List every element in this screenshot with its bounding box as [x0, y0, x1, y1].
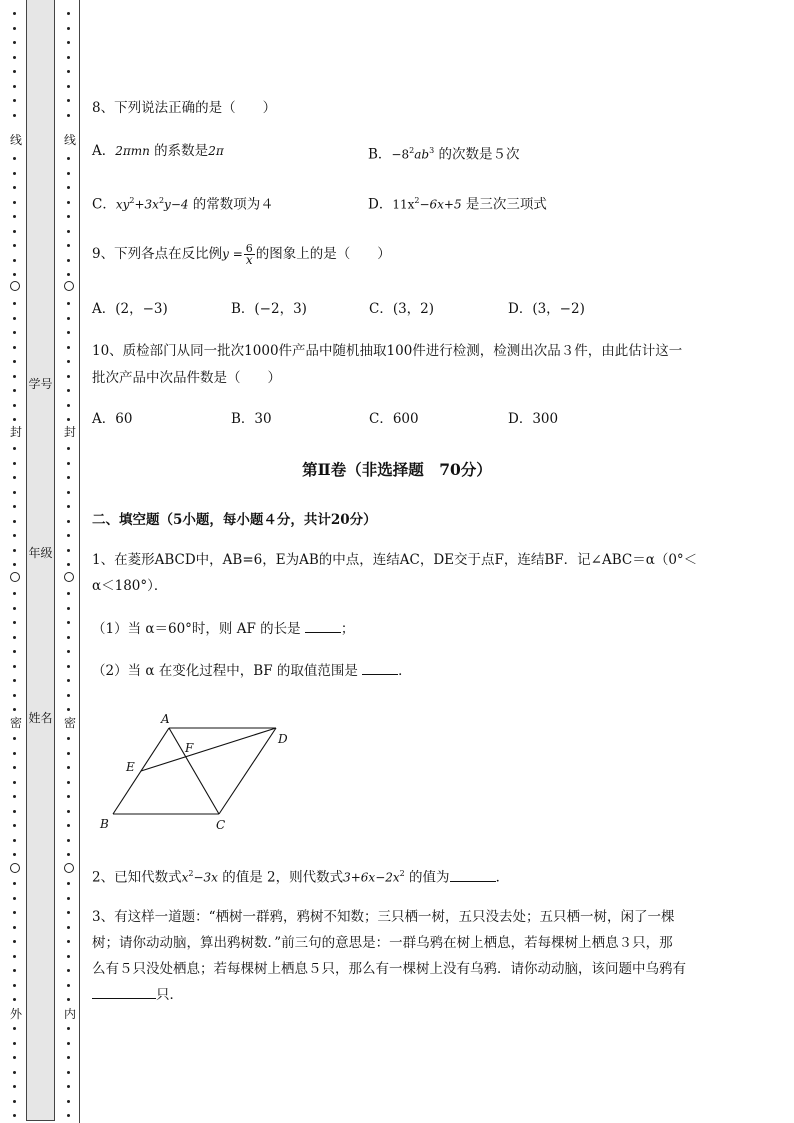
answer-blank-3[interactable] — [92, 984, 156, 999]
margin-dot — [13, 259, 16, 262]
fill-question-3-line-1: 3、有这样一道题：“栖树一群鸦，鸦树不知数；三只栖一树，五只没去处；五只栖一树，闲了一棵 — [92, 909, 675, 925]
margin-dot — [13, 85, 16, 88]
margin-dot — [13, 1042, 16, 1045]
margin-dot — [67, 607, 70, 610]
margin-dot — [67, 41, 70, 44]
margin-dot — [67, 375, 70, 378]
margin-dot — [67, 114, 70, 117]
margin-dot — [13, 549, 16, 552]
question-10-line-2: 批次产品中次品件数是（ ） — [92, 370, 281, 386]
question-9-option-c[interactable]: C．(3，2) — [369, 301, 435, 317]
rhombus-figure — [96, 708, 296, 834]
margin-dot — [67, 331, 70, 334]
margin-dot — [13, 984, 16, 987]
margin-dot — [67, 70, 70, 73]
margin-dot — [13, 737, 16, 740]
margin-dot — [13, 447, 16, 450]
margin-dot — [67, 882, 70, 885]
margin-dot — [13, 897, 16, 900]
margin-dot — [13, 911, 16, 914]
margin-dot — [67, 781, 70, 784]
margin-dot — [13, 491, 16, 494]
margin-dot — [67, 1056, 70, 1059]
margin-dot — [13, 839, 16, 842]
margin-dot — [67, 737, 70, 740]
margin-dot — [13, 752, 16, 755]
margin-dot — [67, 897, 70, 900]
student-id-label: 学号 — [28, 377, 53, 391]
margin-dot — [67, 1042, 70, 1045]
margin-dot — [13, 636, 16, 639]
answer-blank-2[interactable] — [450, 867, 496, 882]
fill-question-3-line-2: 树；请你动动脑，算出鸦树数．”前三句的意思是：一群乌鸦在树上栖息，若每棵树上栖息３只，那 — [92, 935, 673, 951]
margin-dot — [67, 810, 70, 813]
margin-circle — [64, 572, 74, 582]
margin-dot — [13, 940, 16, 943]
seal-char-feng-inner: 封 — [63, 425, 76, 439]
diagonal-ac — [169, 728, 219, 814]
margin-dot — [67, 549, 70, 552]
margin-dot — [67, 505, 70, 508]
fill-question-2: 2、已知代数式$x^2-3x$ 的值是 2，则代数式$3+6x-2x^2$ 的值为 ． — [92, 861, 736, 891]
margin-dot — [67, 418, 70, 421]
margin-dot — [67, 447, 70, 450]
margin-dot — [67, 766, 70, 769]
question-8-option-a[interactable]: A．2πmn 的系数是2π — [92, 143, 224, 159]
fill-question-1-line-2: α＜180°）． — [92, 578, 168, 594]
margin-dot — [67, 404, 70, 407]
question-9-option-a[interactable]: A．(2，−3) — [92, 301, 168, 317]
margin-dot — [67, 259, 70, 262]
margin-dot — [67, 215, 70, 218]
vertex-label-c: C — [216, 818, 226, 832]
margin-dot — [67, 752, 70, 755]
margin-dot — [67, 665, 70, 668]
answer-blank-1-2[interactable] — [362, 660, 398, 675]
margin-dot — [13, 375, 16, 378]
margin-dot — [67, 273, 70, 276]
question-8-options-row-1 — [92, 140, 754, 162]
margin-dot — [13, 404, 16, 407]
margin-rule — [79, 0, 80, 1123]
seal-char-wai: 外 — [9, 1007, 22, 1021]
margin-dot — [13, 1114, 16, 1117]
inner-dotted-line — [62, 0, 78, 1123]
margin-dot — [67, 694, 70, 697]
seal-char-nei: 内 — [63, 1007, 76, 1021]
binding-margin — [0, 0, 90, 1123]
margin-dot — [67, 955, 70, 958]
margin-dot — [13, 665, 16, 668]
margin-dot — [67, 27, 70, 30]
seal-char-mi: 密 — [9, 716, 22, 730]
margin-dot — [13, 346, 16, 349]
margin-dot — [67, 592, 70, 595]
seal-char-xian: 线 — [9, 133, 22, 147]
margin-dot — [13, 70, 16, 73]
margin-dot — [67, 346, 70, 349]
margin-circle — [10, 572, 20, 582]
vertex-label-a: A — [161, 712, 170, 726]
question-9-option-b[interactable]: B．(−2，3) — [231, 301, 307, 317]
question-10-option-d[interactable]: D．300 — [508, 411, 559, 427]
point-label-e: E — [126, 760, 135, 774]
section-2-title: 二、填空题（5小题，每小题４分，共计20分） — [92, 512, 377, 528]
margin-dot — [13, 41, 16, 44]
info-strip — [26, 0, 55, 1121]
margin-dot — [13, 273, 16, 276]
margin-dot — [67, 926, 70, 929]
margin-dot — [13, 1056, 16, 1059]
margin-dot — [13, 563, 16, 566]
margin-dot — [13, 230, 16, 233]
vertex-label-d: D — [278, 732, 288, 746]
margin-dot — [13, 157, 16, 160]
margin-dot — [13, 201, 16, 204]
margin-dot — [67, 56, 70, 59]
name-label: 姓名 — [28, 711, 53, 725]
margin-dot — [13, 418, 16, 421]
margin-dot — [13, 114, 16, 117]
margin-dot — [13, 172, 16, 175]
margin-dot — [13, 621, 16, 624]
margin-dot — [13, 520, 16, 523]
seal-char-mi-inner: 密 — [63, 716, 76, 730]
margin-dot — [13, 955, 16, 958]
margin-dot — [67, 1100, 70, 1103]
margin-dot — [67, 302, 70, 305]
grade-label: 年级 — [28, 546, 53, 560]
question-10-option-b[interactable]: B．30 — [231, 411, 272, 427]
margin-dot — [67, 244, 70, 247]
fraction-6-over-x: $\frac{6}{x}$ — [245, 242, 253, 267]
margin-dot — [13, 27, 16, 30]
margin-dot — [67, 998, 70, 1001]
margin-dot — [13, 12, 16, 15]
margin-dot — [67, 317, 70, 320]
margin-dot — [13, 708, 16, 711]
margin-dot — [67, 491, 70, 494]
fill-question-3: 3、有这样一道题：“栖树一群鸦，鸦树不知数；三只栖一树，五只没去处；五只栖一树，闲了一棵 树；请你动动脑，算出鸦树数．”前三句的意思是：一群乌鸦在树上栖息，若每棵树上栖息３只，那 么有５只没处栖息；若每棵树上栖息５只，那么有一棵树上没有乌鸦．请你动动脑，该问题中乌鸦有 只． — [92, 904, 736, 1008]
margin-dot — [67, 563, 70, 566]
margin-dot — [67, 621, 70, 624]
margin-dot — [67, 708, 70, 711]
question-9-option-d[interactable]: D．(3，−2) — [508, 301, 585, 317]
margin-dot — [67, 99, 70, 102]
margin-circle — [10, 863, 20, 873]
margin-dot — [67, 230, 70, 233]
part-2-title: 第Ⅱ卷（非选择题 70分） — [302, 460, 492, 479]
fill-question-1-part-2: （2）当 α 在变化过程中，BF 的取值范围是 ． — [92, 658, 736, 684]
question-8-stem: 8、下列说法正确的是（ ） — [92, 100, 277, 116]
margin-circle — [10, 281, 20, 291]
margin-dot — [67, 201, 70, 204]
question-8-option-c[interactable]: C．$xy^2+3x^2y-4$ 的常数项为４ — [92, 196, 274, 213]
margin-dot — [13, 1027, 16, 1030]
margin-dot — [67, 839, 70, 842]
margin-dot — [67, 520, 70, 523]
margin-dot — [13, 56, 16, 59]
margin-dot — [13, 694, 16, 697]
margin-dot — [67, 389, 70, 392]
question-8-option-d[interactable]: D．$11x^2-6x+5$ 是三次三项式 — [368, 196, 547, 213]
margin-dot — [13, 99, 16, 102]
margin-dot — [13, 389, 16, 392]
fill-question-1 — [92, 547, 736, 599]
margin-dot — [67, 186, 70, 189]
margin-dot — [67, 85, 70, 88]
margin-dot — [13, 1085, 16, 1088]
margin-dot — [13, 810, 16, 813]
question-9-options — [92, 298, 754, 320]
margin-dot — [67, 1085, 70, 1088]
margin-dot — [67, 1027, 70, 1030]
margin-dot — [13, 781, 16, 784]
seal-char-xian-inner: 线 — [63, 133, 76, 147]
margin-dot — [13, 998, 16, 1001]
margin-dot — [13, 244, 16, 247]
margin-dot — [13, 592, 16, 595]
margin-dot — [67, 636, 70, 639]
outer-dotted-line — [8, 0, 24, 1123]
margin-dot — [13, 215, 16, 218]
question-10-options — [92, 408, 754, 430]
point-label-f: F — [185, 741, 194, 755]
margin-dot — [67, 795, 70, 798]
margin-dot — [13, 505, 16, 508]
seal-char-feng: 封 — [9, 425, 22, 439]
margin-dot — [13, 186, 16, 189]
margin-dot — [13, 882, 16, 885]
question-10-line-1: 10、质检部门从同一批次1000件产品中随机抽取100件进行检测，检测出次品３件，由此估计这一 — [92, 343, 683, 359]
margin-dot — [67, 172, 70, 175]
margin-dot — [13, 360, 16, 363]
margin-dot — [67, 940, 70, 943]
margin-dot — [67, 824, 70, 827]
margin-dot — [13, 302, 16, 305]
margin-dot — [13, 317, 16, 320]
margin-dot — [13, 1071, 16, 1074]
margin-dot — [13, 853, 16, 856]
question-10-stem — [92, 338, 736, 392]
fill-question-1-line-1: 1、在菱形ABCD中，AB=6，E为AB的中点，连结AC，DE交于点F，连结BF．记∠ABC＝α（0°＜ — [92, 552, 698, 568]
margin-dot — [13, 1100, 16, 1103]
margin-dot — [13, 679, 16, 682]
margin-dot — [13, 926, 16, 929]
margin-dot — [67, 650, 70, 653]
margin-circle — [64, 863, 74, 873]
margin-dot — [67, 534, 70, 537]
vertex-label-b: B — [100, 817, 109, 831]
question-8-option-b[interactable]: B．$-8^2ab^3$ 的次数是５次 — [368, 146, 520, 163]
fill-question-3-line-3: 么有５只没处栖息；若每棵树上栖息５只，那么有一棵树上没有乌鸦．请你动动脑，该问题中乌鸦有 — [92, 961, 686, 977]
side-dc — [219, 728, 276, 814]
margin-dot — [13, 607, 16, 610]
question-9-stem: 9、下列各点在反比例y = $\frac{6}{x}$ 的图象上的是（ ） — [92, 242, 391, 267]
margin-dot — [67, 1114, 70, 1117]
margin-dot — [13, 534, 16, 537]
margin-circle — [64, 281, 74, 291]
question-10-option-a[interactable]: A．60 — [92, 411, 133, 427]
margin-dot — [67, 853, 70, 856]
question-10-option-c[interactable]: C．600 — [369, 411, 419, 427]
fill-question-1-part-1: （1）当 α＝60°时，则 AF 的长是 ； — [92, 616, 736, 642]
margin-dot — [13, 795, 16, 798]
margin-dot — [13, 650, 16, 653]
margin-dot — [13, 969, 16, 972]
question-8-options-row-2 — [92, 190, 754, 212]
answer-blank-1-1[interactable] — [305, 618, 341, 633]
margin-dot — [67, 984, 70, 987]
margin-dot — [67, 1071, 70, 1074]
margin-dot — [67, 360, 70, 363]
segment-de — [141, 728, 276, 771]
margin-dot — [67, 969, 70, 972]
margin-dot — [13, 824, 16, 827]
margin-dot — [67, 911, 70, 914]
margin-dot — [67, 679, 70, 682]
margin-dot — [13, 331, 16, 334]
margin-dot — [67, 157, 70, 160]
margin-dot — [13, 766, 16, 769]
margin-dot — [67, 12, 70, 15]
